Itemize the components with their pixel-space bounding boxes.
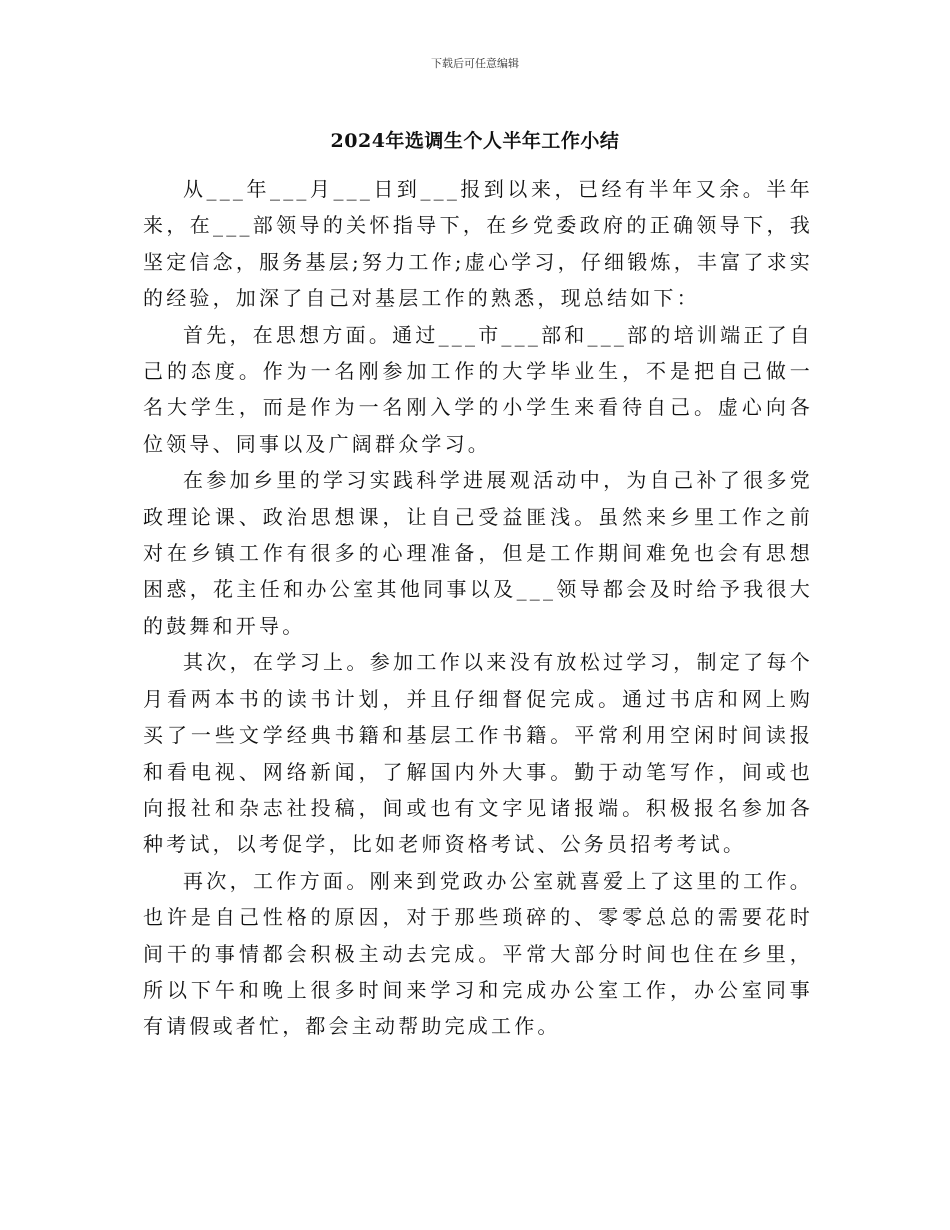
- document-title: 2024年选调生个人半年工作小结: [330, 130, 620, 152]
- paragraph-work: 再次，工作方面。刚来到党政办公室就喜爱上了这里的工作。也许是自己性格的原因，对于那些琐碎的、零零总总的需要花时间干的事情都会积极主动去完成。平常大部分时间也住在乡里，所以下午和晚上很多时间来学习和完成办公室工作，办公室同事有请假或者忙，都会主动帮助完成工作。: [143, 868, 813, 1039]
- paragraph-study: 其次，在学习上。参加工作以来没有放松过学习，制定了每个月看两本书的读书计划，并且仔细督促完成。通过书店和网上购买了一些文学经典书籍和基层工作书籍。平常利用空闲时间读报和看电视、网络新闻，了解国内外大事。勤于动笔写作，间或也向报社和杂志社投稿，间或也有文字见诸报端。积极报名参加各种考试，以考促学，比如老师资格考试、公务员招考考试。: [143, 650, 813, 857]
- paragraph-thought: 首先，在思想方面。通过___市___部和___部的培训端正了自己的态度。作为一名刚参加工作的大学毕业生，不是把自己做一名大学生，而是作为一名刚入学的小学生来看待自己。虚心向各位领导、同事以及广阔群众学习。: [143, 322, 813, 456]
- paragraph-intro: 从___年___月___日到___报到以来，已经有半年又余。半年来，在___部领导的关怀指导下，在乡党委政府的正确领导下，我坚定信念，服务基层;努力工作;虚心学习，仔细锻炼，丰富了求实的经验，加深了自己对基层工作的熟悉，现总结如下：: [143, 177, 813, 311]
- document-body: [143, 171, 813, 1045]
- header-note: 下载后可任意编辑: [431, 57, 519, 70]
- paragraph-practice-activity: 在参加乡里的学习实践科学进展观活动中，为自己补了很多党政理论课、政治思想课，让自己受益匪浅。虽然来乡里工作之前对在乡镇工作有很多的心理准备，但是工作期间难免也会有思想困惑，花主任和办公室其他同事以及___领导都会及时给予我很大的鼓舞和开导。: [143, 468, 813, 638]
